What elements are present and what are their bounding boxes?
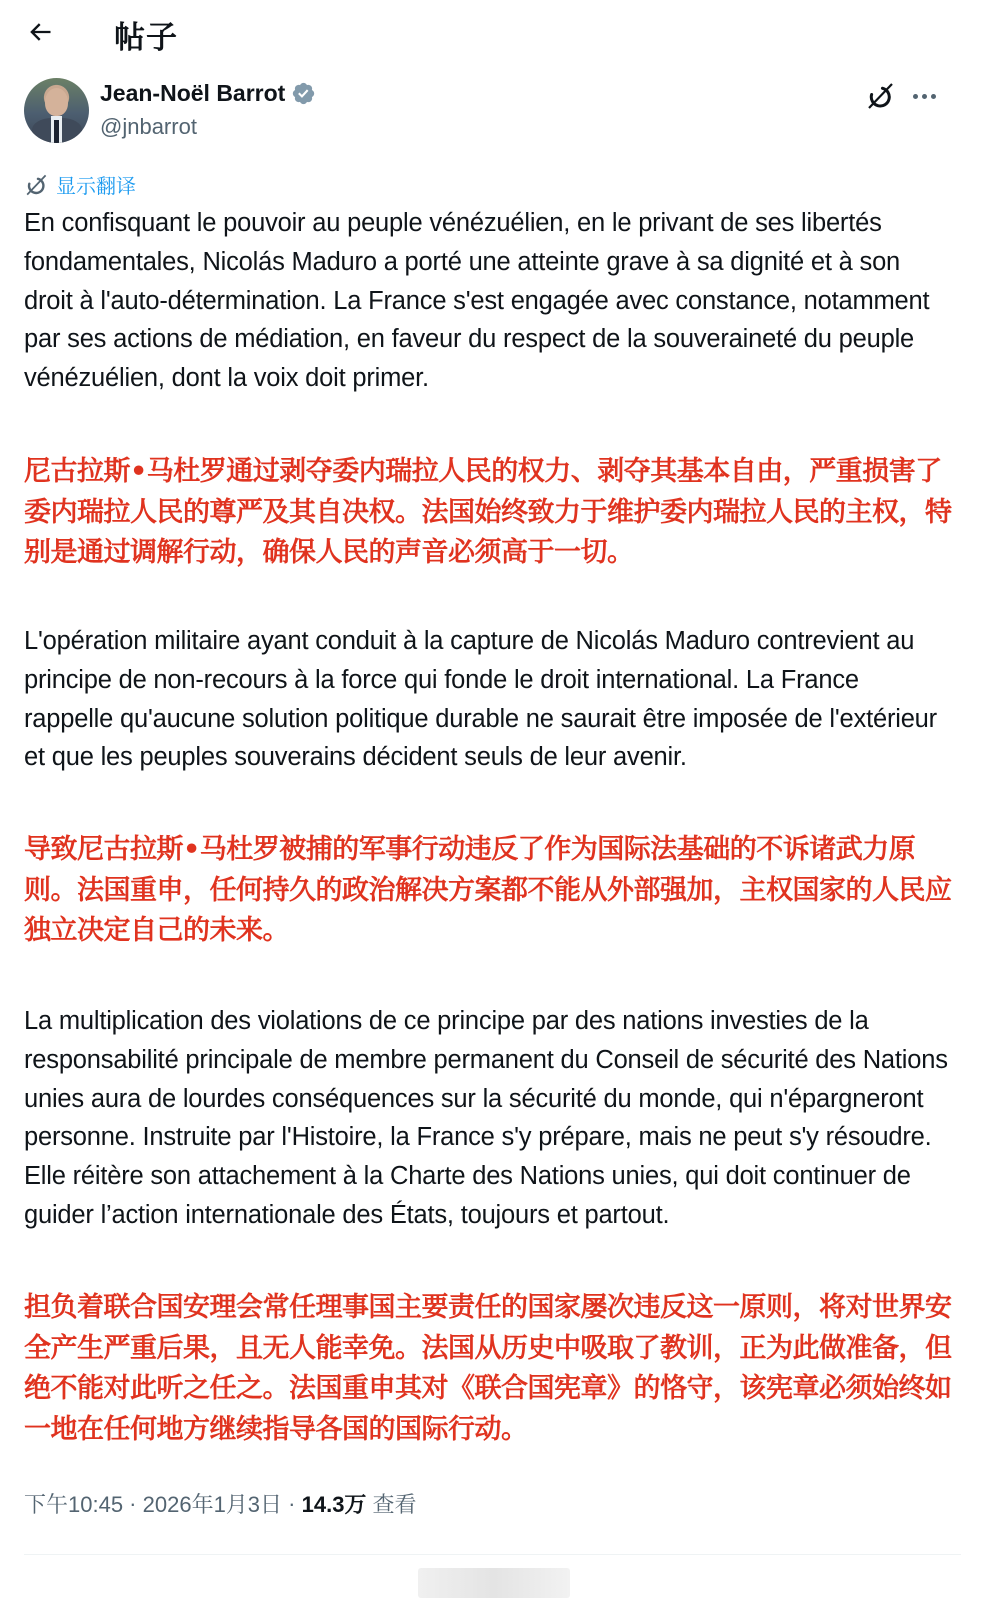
show-translation-label: 显示翻译	[56, 176, 136, 198]
back-button[interactable]	[22, 14, 58, 50]
grok-icon	[865, 81, 895, 111]
post-author	[24, 78, 964, 144]
separator: ·	[123, 1490, 143, 1516]
more-options-button[interactable]	[904, 78, 944, 114]
separator: ·	[282, 1490, 302, 1516]
watermark	[418, 1568, 570, 1598]
more-horizontal-icon	[913, 94, 918, 99]
post-annotation-zh: 尼古拉斯•马杜罗通过剥夺委内瑞拉人民的权力、剥夺其基本自由，严重损害了委内瑞拉人民的尊严及其自决权。法国始终致力于维护委内瑞拉人民的主权，特别是通过调解行动，确保人民的声音必须高于一切。	[24, 456, 952, 568]
divider	[24, 1554, 961, 1555]
post-metadata	[24, 1488, 417, 1519]
post-paragraph-fr: En confisquant le pouvoir au peuple vénézuélien, en le privant de ses libertés fondamentales, Nicolás Maduro a porté une atteinte grave à sa dignité et à son droit à l'auto-détermination. La France s'est engagée avec constance, notamment par ses actions de médiation, en faveur du respect de la souveraineté du peuple vénézuélien, dont la voix doit primer.	[24, 209, 930, 393]
post-annotation-zh: 导致尼古拉斯•马杜罗被捕的军事行动违反了作为国际法基础的不诉诸武力原则。法国重申，任何持久的政治解决方案都不能从外部强加，主权国家的人民应独立决定自己的未来。	[24, 834, 952, 946]
post-date[interactable]: 2026年1月3日	[142, 1492, 283, 1517]
post-paragraph-fr: L'opération militaire ayant conduit à la capture de Nicolás Maduro contrevient au principe de non-recours à la force qui fonde le droit international. La France rappelle qu'aucune solution politique durable ne saurait être imposée de l'extérieur et que les peuples souverains décident seuls de leur avenir.	[24, 627, 937, 772]
top-bar	[0, 0, 985, 66]
avatar[interactable]	[24, 78, 89, 143]
page-title: 帖子	[114, 20, 178, 55]
post-paragraph-fr: La multiplication des violations de ce principe par des nations investies de la responsabilité principale de membre permanent du Conseil de sécurité des Nations unies aura de lourdes conséquences sur la sécurité du monde, qui n'épargneront personne. Instruite par l'Histoire, la France s'y prépare, mais ne peut s'y résoudre. Elle réitère son attachement à la Charte des Nations unies, qui doit continuer de guider l’action internationale des États, toujours et partout.	[24, 1007, 948, 1229]
post-time[interactable]: 下午10:45	[24, 1492, 124, 1517]
views-count: 14.3万	[301, 1492, 367, 1517]
arrow-left-icon	[26, 18, 54, 46]
author-handle[interactable]: @jnbarrot	[100, 114, 197, 139]
verified-badge-icon[interactable]	[291, 81, 316, 106]
post-annotation-zh: 担负着联合国安理会常任理事国主要责任的国家屡次违反这一原则，将对世界安全产生严重后果，且无人能幸免。法国从历史中吸取了教训，正为此做准备，但绝不能对此听之任之。法国重申其对《联合国宪章》的恪守，该宪章必须始终如一地在任何地方继续指导各国的国际行动。	[24, 1292, 952, 1445]
show-translation-link[interactable]	[24, 170, 136, 199]
author-name-row	[100, 80, 316, 107]
grok-button[interactable]	[862, 78, 898, 114]
author-name[interactable]: Jean-Noël Barrot	[100, 80, 286, 106]
views-label: 查看	[366, 1492, 417, 1517]
grok-icon	[24, 173, 48, 197]
